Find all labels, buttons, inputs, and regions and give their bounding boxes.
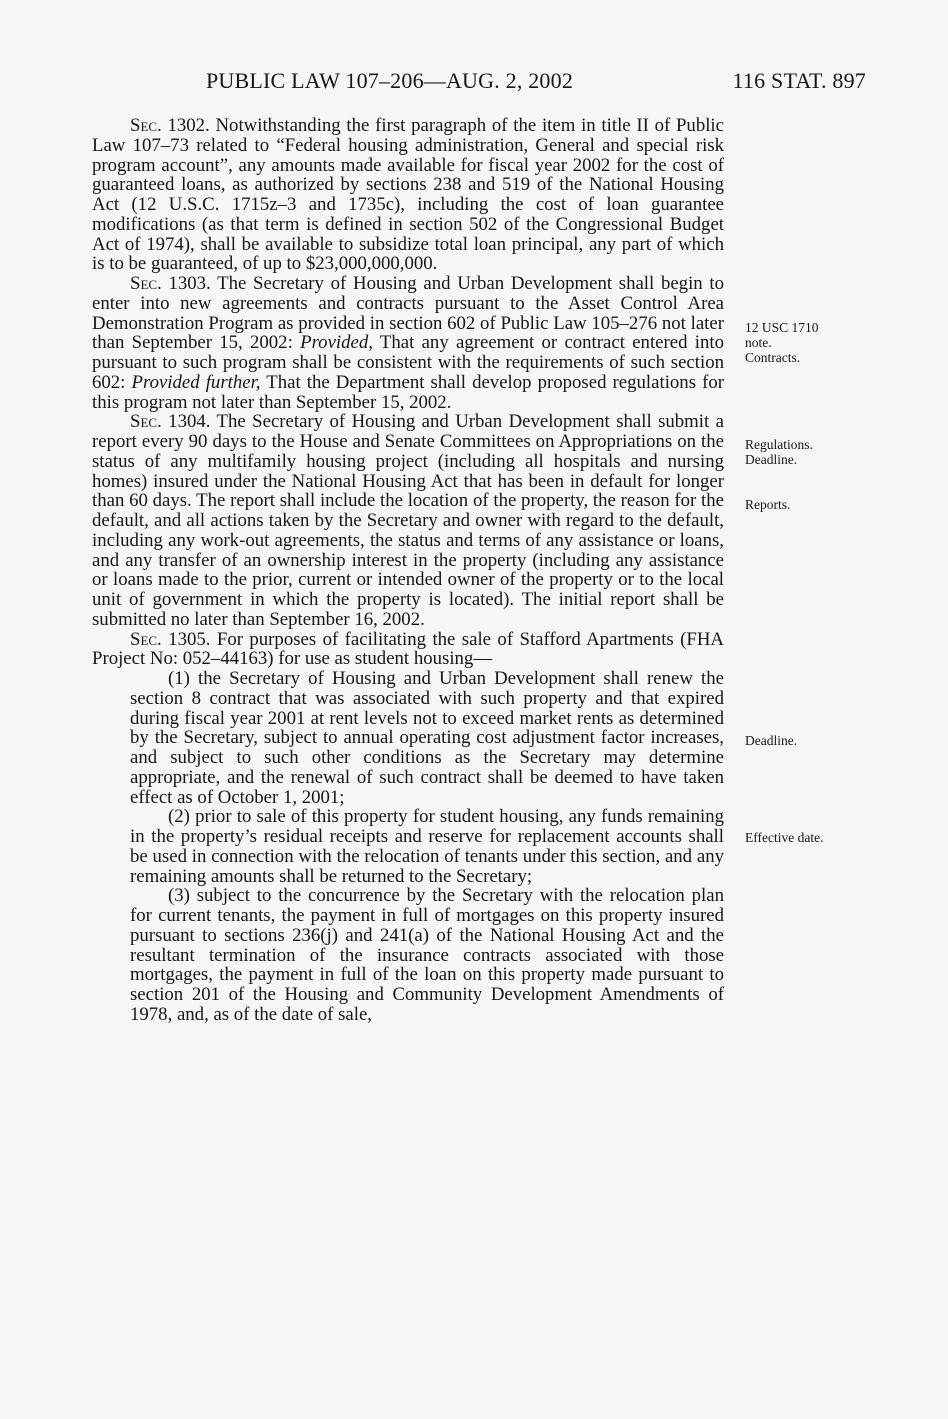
margin-note-deadline: Deadline. xyxy=(745,452,798,467)
section-text: That the Department shall develop proposed regulations for this program not later than September 15, 2002. xyxy=(92,371,724,413)
section-1303 xyxy=(92,274,724,412)
section-text: The Secretary of Housing and Urban Development shall begin to enter into new agreements and contracts pursuant to the Asset Control Area Demonstration Program as provided in section 602 of Public Law 105–276 not later than September 15, 2002: xyxy=(92,273,725,354)
section-label: Sec. 1302. xyxy=(130,115,210,136)
section-1304 xyxy=(92,412,724,629)
section-1302 xyxy=(92,116,724,274)
section-label: Sec. 1304. xyxy=(130,411,211,433)
section-1305-list xyxy=(92,669,724,1025)
margin-note-usc-line: 12 USC 1710 xyxy=(745,320,819,335)
section-label: Sec. 1305. xyxy=(130,628,211,650)
section-label: Sec. 1303. xyxy=(130,273,211,294)
margin-note-usc-line: note. xyxy=(745,335,772,350)
section-1305 xyxy=(92,630,724,670)
margin-note-usc xyxy=(745,320,855,365)
proviso-label: Provided further, xyxy=(131,371,261,393)
section-text: For purposes of facilitating the sale of Stafford Apartments (FHA Project No: 052–44163) for use as student housing— xyxy=(92,628,724,670)
list-item: (2) prior to sale of this property for student housing, any funds remaining in the property’s residual receipts and reserve for replacement accounts shall be used in connection with the relocation of tenants under this section, and any remaining amounts shall be returned to the Secretary; xyxy=(130,806,724,887)
margin-note-contracts: Contracts. xyxy=(745,350,801,365)
margin-note-regulations: Regulations. xyxy=(745,437,813,452)
margin-note-reports: Reports. xyxy=(745,497,791,512)
body-text xyxy=(92,116,724,1025)
section-text: Notwithstanding the first paragraph of the item in title II of Public Law 107–73 related to “Federal housing administration, General and special risk program account”, any amounts made available for fiscal year 2002 for the cost of guaranteed loans, as authorized by sections 238 and 519 of the National Housing Act (12 U.S.C. 1715z–3 and 1735c), including the cost of loan guarantee modifications (as that term is defined in section 502 of the Congressional Budget Act of 1974), shall be available to subsidize total loan principal, any part of which is to be guaranteed, of up to $23,000,000,000. xyxy=(92,115,724,275)
section-text: That any agreement or contract entered into pursuant to such program shall be consistent with the requirements of such section 602: xyxy=(92,332,724,393)
page-header xyxy=(206,66,866,96)
list-item: (3) subject to the concurrence by the Secretary with the relocation plan for current tenants, the payment in full of mortgages on this property insured pursuant to sections 236(j) and 241(a) of the National Housing Act and the resultant termination of the insurance contracts associated with those mortgages, the payment in full of the loan on this property made pursuant to section 201 of the Housing and Community Development Amendments of 1978, and, as of the date of sale, xyxy=(130,885,724,1025)
running-head: PUBLIC LAW 107–206—AUG. 2, 2002 xyxy=(206,68,574,93)
statute-page-number: 116 STAT. 897 xyxy=(732,68,866,93)
section-text: The Secretary of Housing and Urban Development shall submit a report every 90 days to the House and Senate Committees on Appropriations on the status of any multifamily housing project (including all hospitals and nursing homes) insured under the National Housing Act that has been in default for longer than 60 days. The report shall include the location of the property, the reason for the default, and all actions taken by the Secretary and owner with regard to the default, including any work-out agreements, the status and terms of any assistance or loans, and any transfer of an ownership interest in the property (including any assistance or loans made to the prior, current or intended owner of the property or to the local unit of government in which the property is located). The initial report shall be submitted no later than September 16, 2002. xyxy=(92,411,724,630)
proviso-label: Provided, xyxy=(300,332,373,354)
margin-note-deadline: Deadline. xyxy=(745,733,798,748)
margin-note-regulations-block xyxy=(745,437,855,467)
margin-note-effective-date: Effective date. xyxy=(745,830,824,845)
list-item: (1) the Secretary of Housing and Urban Development shall renew the section 8 contract that was associated with such property and that expired during fiscal year 2001 at rent levels not to exceed market rents as determined by the Secretary, subject to annual operating cost adjustment factor increases, and subject to such other conditions as the Secretary may determine appropriate, and the renewal of such contract shall be deemed to have taken effect as of October 1, 2001; xyxy=(130,668,724,808)
